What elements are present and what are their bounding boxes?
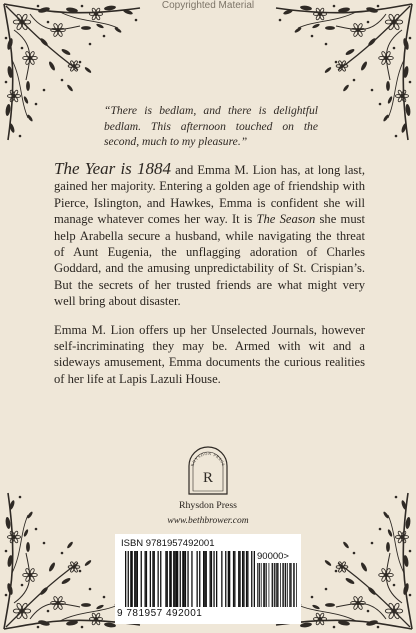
blurb-paragraph-1 [54, 161, 365, 310]
barcode-bar [283, 563, 284, 607]
barcode-bar [174, 551, 175, 607]
barcode-bar [135, 551, 136, 607]
barcode-bar [247, 551, 248, 607]
barcode-bar [204, 551, 205, 607]
barcode-bar [128, 551, 129, 607]
barcode-bar [243, 551, 244, 607]
barcode-bar [150, 551, 151, 607]
barcode-bar [285, 563, 286, 607]
barcode-bar [211, 551, 212, 607]
barcode-bar [296, 563, 297, 607]
barcode-bar [173, 551, 174, 607]
barcode-bar [265, 563, 266, 607]
barcode-bar [182, 551, 183, 607]
blurb-text-b: she must help Arabella secure a husband, while navigating the threat of Aunt Eugenia, the unflagging adoration of Charles Goddard, and the amusing unpredictability of St. Crispian’s. But the secrets of her trusted friends are what might very well bring about disaster. [54, 212, 366, 309]
barcode-bar [145, 551, 146, 607]
barcode-bar [152, 551, 153, 607]
barcode-bar [233, 551, 234, 607]
barcode-bar [280, 563, 281, 607]
barcode-bar [277, 563, 278, 607]
barcode-bar [257, 563, 258, 607]
barcode-digits: 9 781957 492001 [117, 608, 203, 619]
barcode-bar [160, 551, 161, 607]
blurb-lead: The Year is 1884 [54, 159, 171, 178]
barcode-bar [225, 551, 226, 607]
author-website: www.bethbrower.com [167, 516, 249, 526]
barcode-bar [239, 551, 240, 607]
blurb [54, 161, 365, 399]
barcode-bar [187, 551, 188, 607]
isbn-barcode [115, 534, 301, 624]
barcode-bar [203, 551, 204, 607]
barcode-bar [290, 563, 291, 607]
barcode-bar [263, 563, 264, 607]
epigraph-quote: “There is bedlam, and there is delightful bedlam. This afternoon touched on the second, much to my pleasure.” [104, 104, 318, 148]
barcode-bar [259, 563, 260, 607]
barcode-bar [287, 563, 288, 607]
price-code: 90000> [257, 551, 289, 562]
barcode-bar [177, 551, 178, 607]
barcode-bar [206, 551, 207, 607]
barcode-bar [216, 551, 217, 607]
svg-text:RHYSDON PRESS: RHYSDON PRESS [189, 450, 227, 467]
barcode-bar [266, 563, 267, 607]
barcode-bar [294, 563, 295, 607]
blurb-paragraph-2: Emma M. Lion offers up her Unselected Journals, however self-incriminating they may be. Armed with wit and a sideways amusement, Emma documents the curious realities of her life at Lapis Lazuli House. [54, 322, 365, 386]
barcode-bar [158, 551, 159, 607]
barcode-bar [197, 551, 198, 607]
barcode-bar [291, 563, 292, 607]
barcode-bar [264, 563, 265, 607]
barcode-bar [141, 551, 142, 607]
barcode-bar [274, 563, 275, 607]
barcode-bar [180, 551, 181, 607]
barcode-bar [130, 551, 131, 607]
barcode-bar [146, 551, 147, 607]
barcode-bar [229, 551, 230, 607]
barcode-bar [251, 551, 252, 607]
barcode-bar [285, 563, 286, 607]
blurb-season-title: The Season [256, 212, 316, 227]
barcode-bar [184, 551, 185, 607]
barcode-bar [213, 551, 214, 607]
barcode-bar [261, 563, 262, 607]
barcode-bars [125, 551, 255, 609]
barcode-bar [272, 563, 273, 607]
isbn-label: ISBN 9781957492001 [121, 538, 215, 549]
barcode-bar [234, 551, 235, 607]
copyright-note: Copyrighted Material [161, 0, 255, 11]
barcode-bar [293, 563, 294, 607]
barcode-bar [289, 563, 290, 607]
barcode-bar [269, 563, 270, 607]
barcode-bar [132, 551, 133, 607]
barcode-bar [137, 551, 138, 607]
barcode-bar [210, 551, 211, 607]
barcode-bar [259, 563, 260, 607]
barcode-bar [238, 551, 239, 607]
barcode-bar [176, 551, 177, 607]
barcode-bar [125, 551, 126, 607]
barcode-bar [228, 551, 229, 607]
barcode-bar [154, 551, 155, 607]
barcode-bar [185, 551, 186, 607]
barcode-bar [171, 551, 172, 607]
barcode-bar [221, 551, 222, 607]
barcode-bar [199, 551, 200, 607]
svg-text:R: R [202, 470, 214, 486]
barcode-bar [246, 551, 247, 607]
barcode-bar [275, 563, 276, 607]
barcode-bar [282, 563, 283, 607]
blurb-text-a: and Emma M. Lion has, at long last, gained her majority. Entering a golden age of friendship with Pierce, Islington, and Hawkes, Emma is confident she will manage whatever comes her way. It is [54, 163, 365, 227]
publisher-name: Rhysdon Press [179, 500, 237, 511]
barcode-bar [169, 551, 170, 607]
barcode-bar [272, 563, 273, 607]
barcode-bar [278, 563, 279, 607]
barcode-bar [134, 551, 135, 607]
barcode-addon-bars [257, 563, 297, 609]
barcode-bar [167, 551, 168, 607]
barcode-bar [254, 551, 255, 607]
rhysdon-press-logo-icon [185, 444, 231, 496]
barcode-bar [276, 563, 277, 607]
barcode-bar [165, 551, 166, 607]
barcode-bar [191, 551, 192, 607]
barcode-bar [242, 551, 243, 607]
